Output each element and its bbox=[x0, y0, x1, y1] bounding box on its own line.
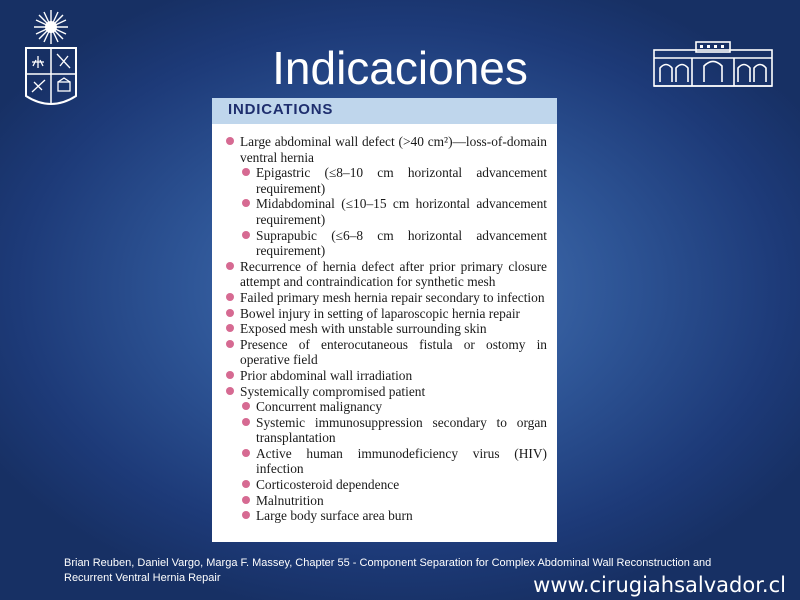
item-text: Corticosteroid dependence bbox=[256, 477, 400, 493]
bullet-icon bbox=[242, 199, 250, 207]
bullet-icon bbox=[242, 511, 250, 519]
list-item bbox=[212, 477, 557, 493]
item-text: Recurrence of hernia defect after prior primary closure attempt and contraindication for synthetic mesh bbox=[240, 258, 547, 290]
item-text: Bowel injury in setting of laparoscopic hernia repair bbox=[240, 305, 521, 321]
item-text: Epigastric (≤8–10 cm horizontal advancement requirement) bbox=[256, 165, 547, 196]
list-item bbox=[212, 415, 557, 446]
item-text: Active human immunodeficiency virus (HIV) infection bbox=[256, 445, 547, 477]
list-item bbox=[212, 508, 557, 524]
item-text: Prior abdominal wall irradiation bbox=[240, 367, 413, 383]
item-text: Large body surface area burn bbox=[256, 508, 413, 524]
bullet-icon bbox=[242, 480, 250, 488]
bullet-icon bbox=[242, 231, 250, 239]
list-item bbox=[212, 290, 557, 306]
table-header bbox=[212, 98, 557, 124]
bullet-icon bbox=[226, 293, 234, 301]
item-text: Large abdominal wall defect (>40 cm²)—loss-of-domain ventral hernia bbox=[240, 134, 547, 165]
list-item bbox=[212, 306, 557, 322]
list-item bbox=[212, 368, 557, 384]
list-item bbox=[212, 259, 557, 290]
bullet-icon bbox=[226, 387, 234, 395]
list-item bbox=[212, 446, 557, 477]
bullet-icon bbox=[226, 371, 234, 379]
item-text: Presence of enterocutaneous fistula or ostomy in operative field bbox=[240, 336, 547, 368]
item-text: Malnutrition bbox=[256, 492, 324, 508]
item-text: Midabdominal (≤10–15 cm horizontal advancement requirement) bbox=[256, 196, 547, 227]
table-header-label: INDICATIONS bbox=[228, 101, 334, 118]
list-item bbox=[212, 196, 557, 227]
bullet-icon bbox=[226, 340, 234, 348]
item-text: Failed primary mesh hernia repair secondary to infection bbox=[240, 289, 545, 305]
website-url: www.cirugiahsalvador.cl bbox=[533, 573, 786, 597]
bullet-icon bbox=[242, 168, 250, 176]
item-text: Systemic immunosuppression secondary to organ transplantation bbox=[256, 414, 547, 446]
list-item bbox=[212, 384, 557, 400]
item-text: Systemically compromised patient bbox=[240, 383, 426, 399]
item-text: Exposed mesh with unstable surrounding skin bbox=[240, 321, 487, 337]
indications-table bbox=[212, 98, 557, 542]
bullet-icon bbox=[226, 324, 234, 332]
bullet-icon bbox=[226, 262, 234, 270]
list-item bbox=[212, 134, 557, 165]
list-item bbox=[212, 399, 557, 415]
item-text: Concurrent malignancy bbox=[256, 399, 383, 415]
bullet-icon bbox=[242, 402, 250, 410]
list-item bbox=[212, 228, 557, 259]
list-item bbox=[212, 493, 557, 509]
slide-title: Indicaciones bbox=[272, 42, 528, 94]
item-text: Suprapubic (≤6–8 cm horizontal advancement requirement) bbox=[256, 227, 547, 259]
citation-line: Brian Reuben, Daniel Vargo, Marga F. Massey, Chapter 55 - Component Separation for Complex Abdominal Wall Reconstruction and bbox=[64, 557, 712, 569]
list-item bbox=[212, 165, 557, 196]
list-item bbox=[212, 337, 557, 368]
list-item bbox=[212, 321, 557, 337]
bullet-icon bbox=[226, 309, 234, 317]
bullet-icon bbox=[242, 449, 250, 457]
citation-line: Recurrent Ventral Hernia Repair bbox=[64, 572, 221, 584]
indications-list bbox=[212, 134, 557, 524]
bullet-icon bbox=[226, 137, 234, 145]
bullet-icon bbox=[242, 496, 250, 504]
bullet-icon bbox=[242, 418, 250, 426]
hospital-building-icon bbox=[652, 40, 774, 92]
